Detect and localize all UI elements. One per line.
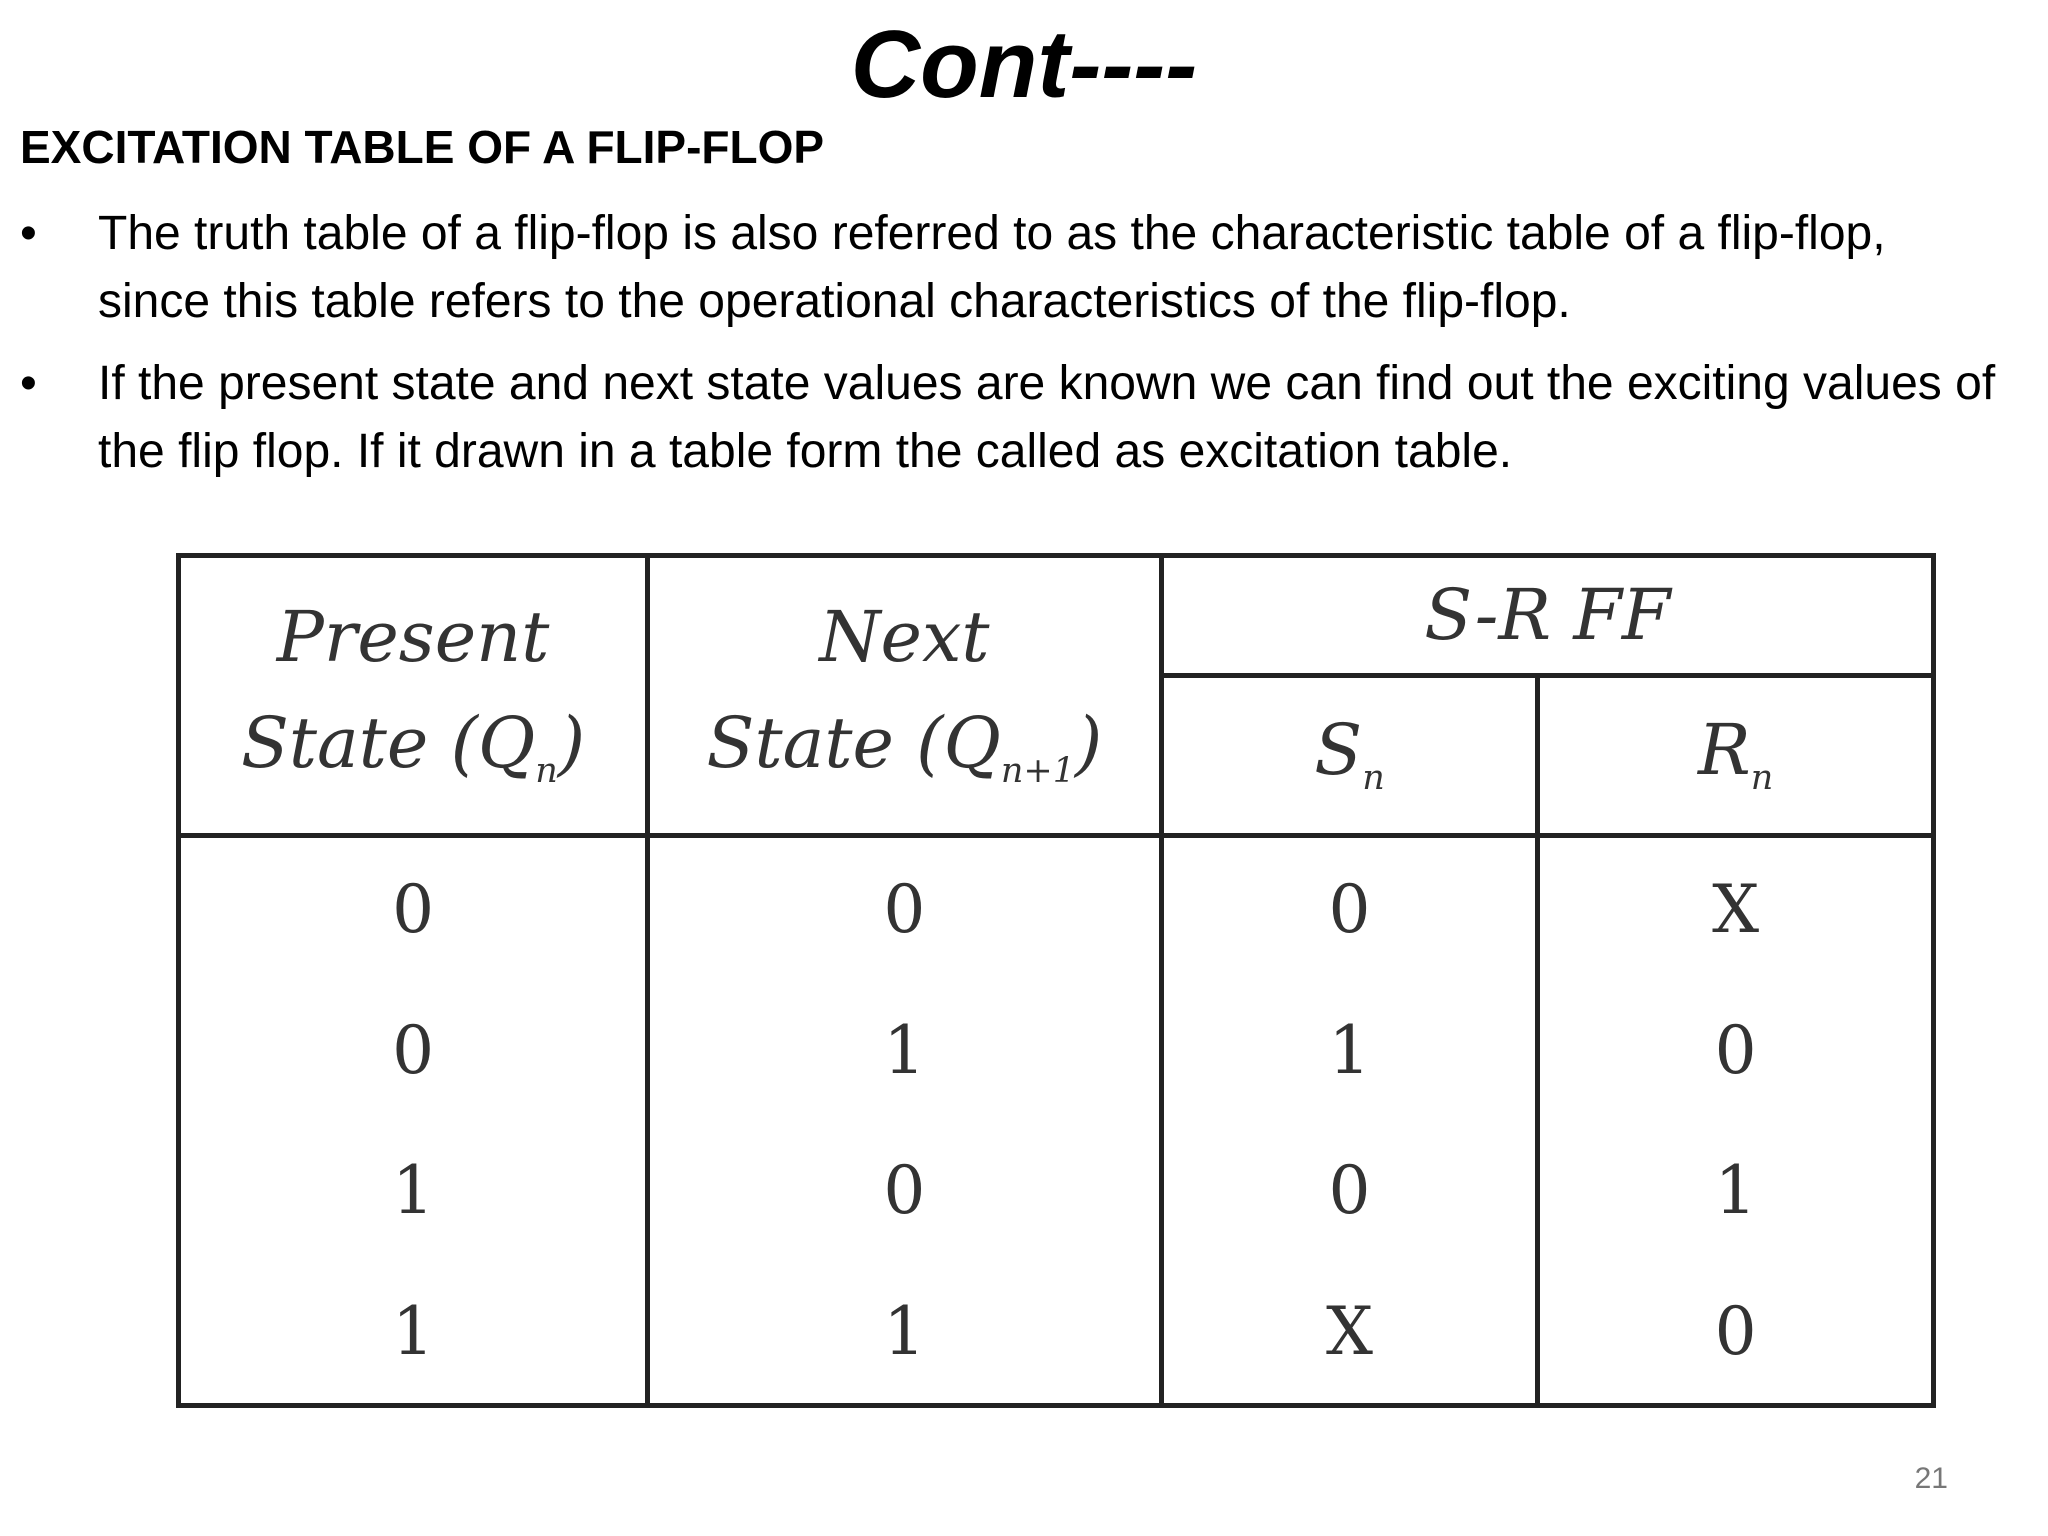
table-row bbox=[179, 836, 1934, 981]
bullet-dot-icon: • bbox=[20, 207, 37, 260]
cell-s: 0 bbox=[1161, 836, 1538, 981]
cell-s: 1 bbox=[1161, 980, 1538, 1120]
cell-r: 1 bbox=[1538, 1120, 1934, 1260]
page-number: 21 bbox=[1914, 1462, 1948, 1495]
slide-title: Cont---- bbox=[850, 11, 1198, 118]
cell-present: 0 bbox=[179, 980, 648, 1120]
cell-next: 1 bbox=[648, 1261, 1162, 1406]
bullet-list bbox=[20, 200, 2000, 500]
table-row bbox=[179, 1261, 1934, 1406]
bullet-item bbox=[20, 200, 2000, 336]
excitation-table-container bbox=[176, 553, 1936, 1408]
bullet-text: If the present state and next state values are known we can find out the exciting values of the flip flop. If it drawn in a table form the called as excitation table. bbox=[98, 357, 1996, 478]
header-present-state: Present State $(Q_n)$ bbox=[179, 556, 648, 836]
table-row bbox=[179, 980, 1934, 1120]
cell-r: 0 bbox=[1538, 1261, 1934, 1406]
cell-present: 1 bbox=[179, 1120, 648, 1260]
header-sr-ff: S-R FF bbox=[1161, 556, 1933, 676]
cell-r: X bbox=[1538, 836, 1934, 981]
cell-present: 1 bbox=[179, 1261, 648, 1406]
bullet-dot-icon: • bbox=[20, 357, 37, 410]
cell-next: 1 bbox=[648, 980, 1162, 1120]
section-heading: EXCITATION TABLE OF A FLIP-FLOP bbox=[20, 121, 825, 173]
cell-present: 0 bbox=[179, 836, 648, 981]
header-next-state: Next State $(Q_{n+1})$ bbox=[648, 556, 1162, 836]
header-s: $S_n$ bbox=[1161, 676, 1538, 836]
table-row bbox=[179, 1120, 1934, 1260]
header-r: $R_n$ bbox=[1538, 676, 1934, 836]
bullet-text: The truth table of a flip-flop is also referred to as the characteristic table of a flip-flop, since this table refers to the operational characteristics of the flip-flop. bbox=[98, 207, 1886, 328]
cell-next: 0 bbox=[648, 1120, 1162, 1260]
bullet-item bbox=[20, 350, 2000, 486]
cell-s: 0 bbox=[1161, 1120, 1538, 1260]
cell-r: 0 bbox=[1538, 980, 1934, 1120]
cell-next: 0 bbox=[648, 836, 1162, 981]
excitation-table bbox=[176, 553, 1936, 1408]
cell-s: X bbox=[1161, 1261, 1538, 1406]
